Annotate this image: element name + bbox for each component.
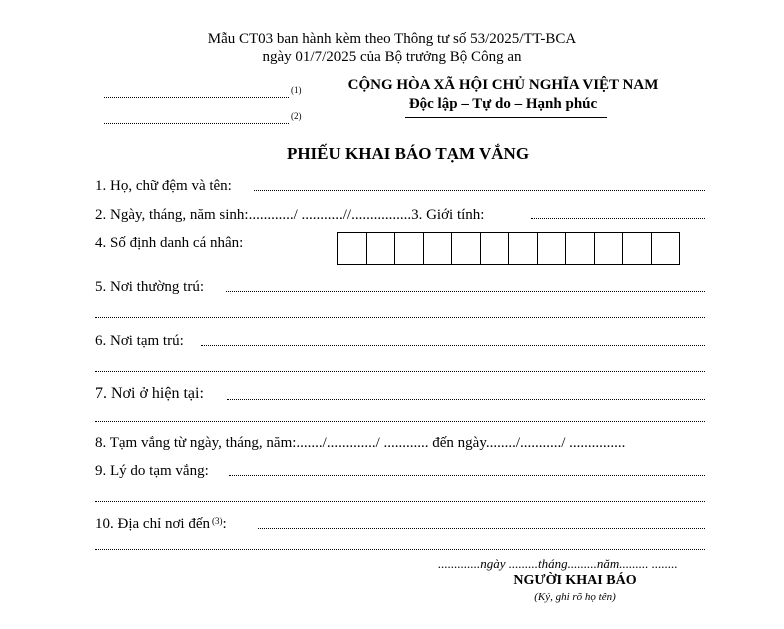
motto-underline: [405, 117, 607, 118]
field-10-colon: :: [222, 516, 227, 532]
id-box[interactable]: [423, 232, 453, 265]
form-reference-line-2: ngày 01/7/2025 của Bộ trưởng Bộ Công an: [262, 49, 522, 65]
field-5-input-1[interactable]: [226, 291, 705, 292]
page-title: PHIẾU KHAI BÁO TẠM VẮNG: [286, 144, 530, 163]
agency-line-2[interactable]: [104, 123, 289, 124]
field-3-input[interactable]: [531, 218, 705, 219]
field-10-label: [95, 515, 227, 534]
id-box[interactable]: [508, 232, 538, 265]
id-box[interactable]: [337, 232, 367, 265]
field-10-text: 10. Địa chỉ nơi đến: [95, 516, 210, 532]
field-10-input-2[interactable]: [95, 549, 705, 550]
field-4-label: 4. Số định danh cá nhân:: [95, 235, 244, 251]
field-9-input-1[interactable]: [229, 475, 705, 476]
motto: Độc lập – Tự do – Hạnh phúc: [408, 96, 598, 112]
signature-date-line[interactable]: .............ngày .........tháng.........năm......... ........: [438, 556, 678, 571]
field-10-input-1[interactable]: [258, 528, 705, 529]
id-box[interactable]: [451, 232, 481, 265]
field-1-label: 1. Họ, chữ đệm và tên:: [95, 178, 232, 194]
footnote-1: (1): [291, 85, 302, 95]
national-heading: CỘNG HÒA XÃ HỘI CHỦ NGHĨA VIỆT NAM: [347, 77, 659, 93]
field-5-input-2[interactable]: [95, 317, 705, 318]
footnote-3: (3): [212, 516, 223, 526]
field-8-label: 8. Tạm vắng từ ngày, tháng, năm:......./............./ ............ đến ngày......../.........../ ...............: [95, 435, 626, 451]
field-7-label: 7. Nơi ở hiện tại:: [95, 385, 204, 402]
id-box[interactable]: [480, 232, 510, 265]
form-reference-line-1: Mẫu CT03 ban hành kèm theo Thông tư số 53/2025/TT-BCA: [207, 31, 577, 47]
agency-line-1[interactable]: [104, 97, 289, 98]
id-box[interactable]: [565, 232, 595, 265]
id-box[interactable]: [537, 232, 567, 265]
field-6-label: 6. Nơi tạm trú:: [95, 333, 184, 349]
field-9-label: 9. Lý do tạm vắng:: [95, 463, 209, 479]
field-1-input[interactable]: [254, 190, 705, 191]
signature-note: (Ký, ghi rõ họ tên): [534, 591, 616, 603]
field-6-input-2[interactable]: [95, 371, 705, 372]
id-number-boxes[interactable]: [337, 232, 680, 265]
id-box[interactable]: [394, 232, 424, 265]
id-box[interactable]: [366, 232, 396, 265]
id-box[interactable]: [594, 232, 624, 265]
footnote-2: (2): [291, 111, 302, 121]
signer-title: NGƯỜI KHAI BÁO: [513, 573, 637, 588]
field-7-input-1[interactable]: [227, 399, 705, 400]
field-9-input-2[interactable]: [95, 501, 705, 502]
field-2-label: 2. Ngày, tháng, năm sinh:............/ ...........//................3. Giới tính:: [95, 207, 485, 223]
field-6-input-1[interactable]: [201, 345, 705, 346]
id-box[interactable]: [622, 232, 652, 265]
field-5-label: 5. Nơi thường trú:: [95, 279, 204, 295]
field-7-input-2[interactable]: [95, 421, 705, 422]
id-box[interactable]: [651, 232, 681, 265]
